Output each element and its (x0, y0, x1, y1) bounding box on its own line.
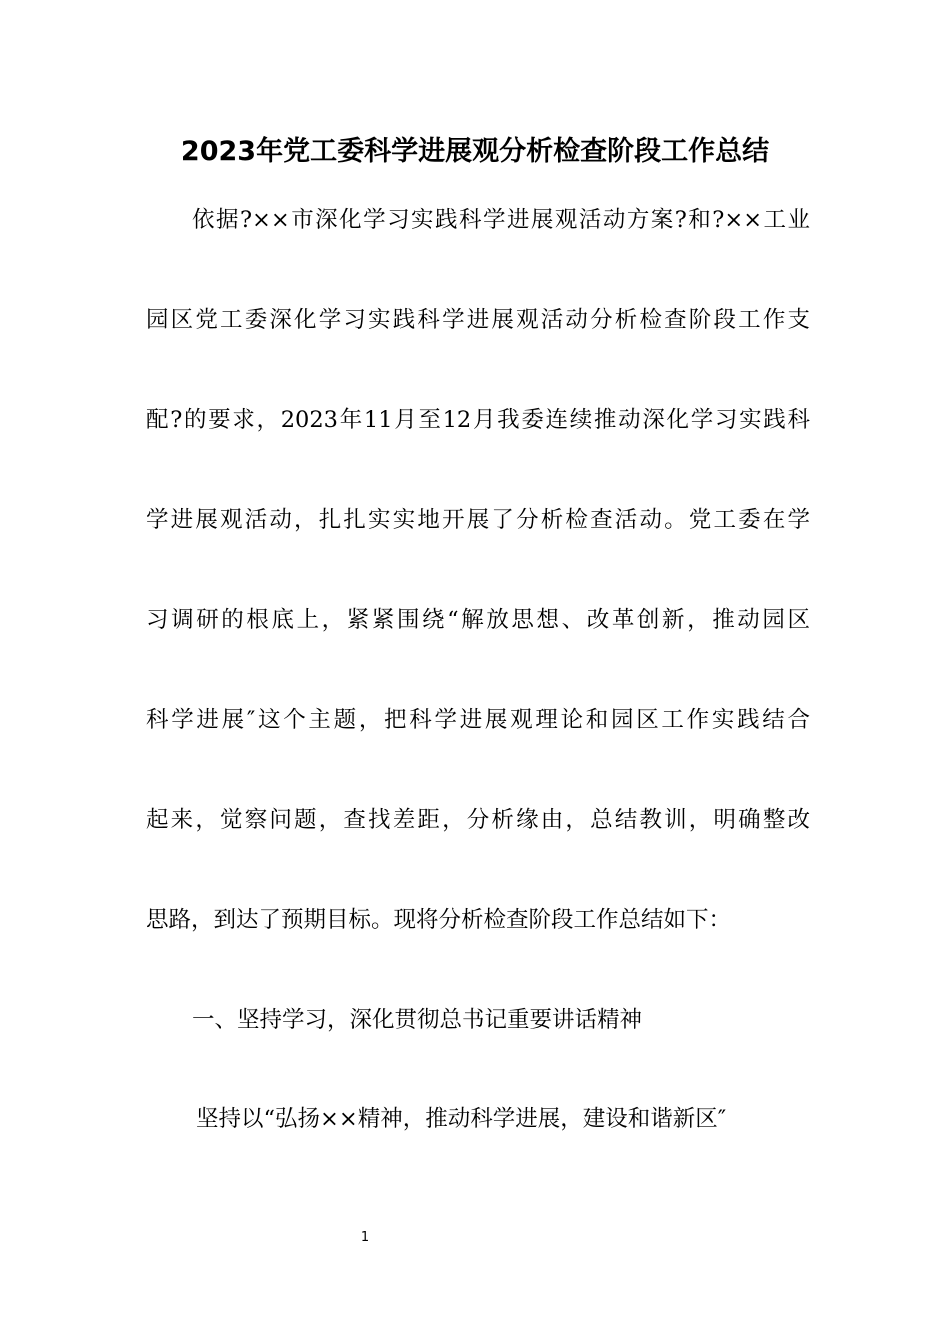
paragraph-line: 依据?××市深化学习实践科学进展观活动方案?和?××工业 (192, 207, 810, 233)
paragraph-line: 科学进展″这个主题，把科学进展观理论和园区工作实践结合 (146, 707, 810, 733)
paragraph-line: 起来，觉察问题，查找差距，分析缘由，总结教训，明确整改 (146, 807, 810, 833)
paragraph-line: 配?的要求，2023年11月至12月我委连续推动深化学习实践科 (146, 407, 810, 433)
paragraph-line: 园区党工委深化学习实践科学进展观活动分析检查阶段工作支 (146, 307, 810, 333)
section-heading: 一、坚持学习，深化贯彻总书记重要讲话精神 (192, 1007, 643, 1033)
document-title: 2023年党工委科学进展观分析检查阶段工作总结 (180, 136, 770, 167)
paragraph-line: 思路，到达了预期目标。现将分析检查阶段工作总结如下： (146, 907, 732, 933)
page-number: 1 (360, 1230, 370, 1245)
paragraph-line: 习调研的根底上，紧紧围绕“解放思想、改革创新，推动园区 (146, 607, 810, 633)
paragraph-line: 学进展观活动，扎扎实实地开展了分析检查活动。党工委在学 (146, 507, 810, 533)
paragraph-2-line: 坚持以“弘扬××精神，推动科学进展，建设和谐新区″ (196, 1106, 727, 1132)
